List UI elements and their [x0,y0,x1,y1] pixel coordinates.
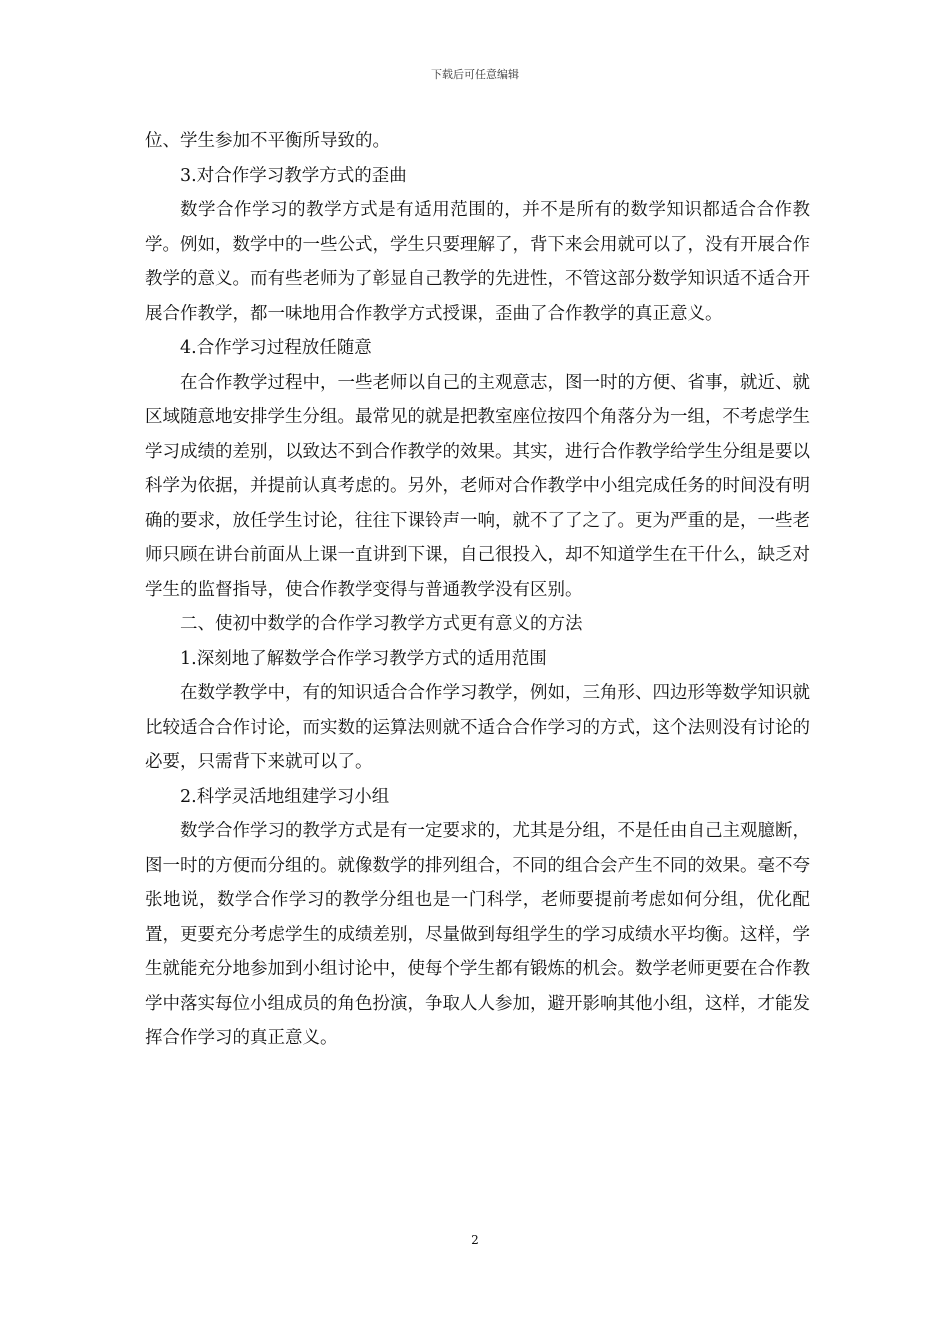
paragraph: 在数学教学中，有的知识适合合作学习教学，例如，三角形、四边形等数学知识就比较适合合作讨论，而实数的运算法则就不适合合作学习的方式，这个法则没有讨论的必要，只需背下来就可以了。 [145,683,810,772]
section-heading: 1.深刻地了解数学合作学习教学方式的适用范围 [180,648,547,669]
paragraph: 在合作教学过程中，一些老师以自己的主观意志，图一时的方便、省事，就近、就区域随意地安排学生分组。最常见的就是把教室座位按四个角落分为一组，不考虑学生学习成绩的差别，以致达不到合作教学的效果。其实，进行合作教学给学生分组是要以科学为依据，并提前认真考虑的。另外，老师对合作教学中小组完成任务的时间没有明确的要求，放任学生讨论，往往下课铃声一响，就不了了之了。更为严重的是，一些老师只顾在讲台前面从上课一直讲到下课，自己很投入，却不知道学生在干什么，缺乏对学生的监督指导，使合作教学变得与普通教学没有区别。 [145,372,810,600]
page-number: 2 [471,1233,479,1247]
paragraph: 位、学生参加不平衡所导致的。 [145,131,390,151]
section-heading: 3.对合作学习教学方式的歪曲 [180,165,407,186]
chapter-heading: 二、使初中数学的合作学习教学方式更有意义的方法 [180,614,583,634]
section-heading: 4.合作学习过程放任随意 [180,338,372,358]
paragraph: 数学合作学习的教学方式是有一定要求的，尤其是分组，不是任由自己主观臆断，图一时的方便而分组的。就像数学的排列组合，不同的组合会产生不同的效果。毫不夸张地说，数学合作学习的教学分组也是一门科学，老师要提前考虑如何分组，优化配置，更要充分考虑学生的成绩差别，尽量做到每组学生的学习成绩水平均衡。这样，学生就能充分地参加到小组讨论中，使每个学生都有锻炼的机会。数学老师更要在合作教学中落实每位小组成员的角色扮演，争取人人参加，避开影响其他小组，这样，才能发挥合作学习的真正意义。 [145,821,810,1048]
paragraph: 数学合作学习的教学方式是有适用范围的，并不是所有的数学知识都适合合作教学。例如，数学中的一些公式，学生只要理解了，背下来会用就可以了，没有开展合作教学的意义。而有些老师为了彰显自己教学的先进性，不管这部分数学知识适不适合开展合作教学，都一味地用合作教学方式授课，歪曲了合作教学的真正意义。 [145,200,810,324]
page-header: 下载后可任意编辑 [431,68,519,81]
section-heading: 2.科学灵活地组建学习小组 [180,786,390,807]
body-text [145,124,810,1056]
